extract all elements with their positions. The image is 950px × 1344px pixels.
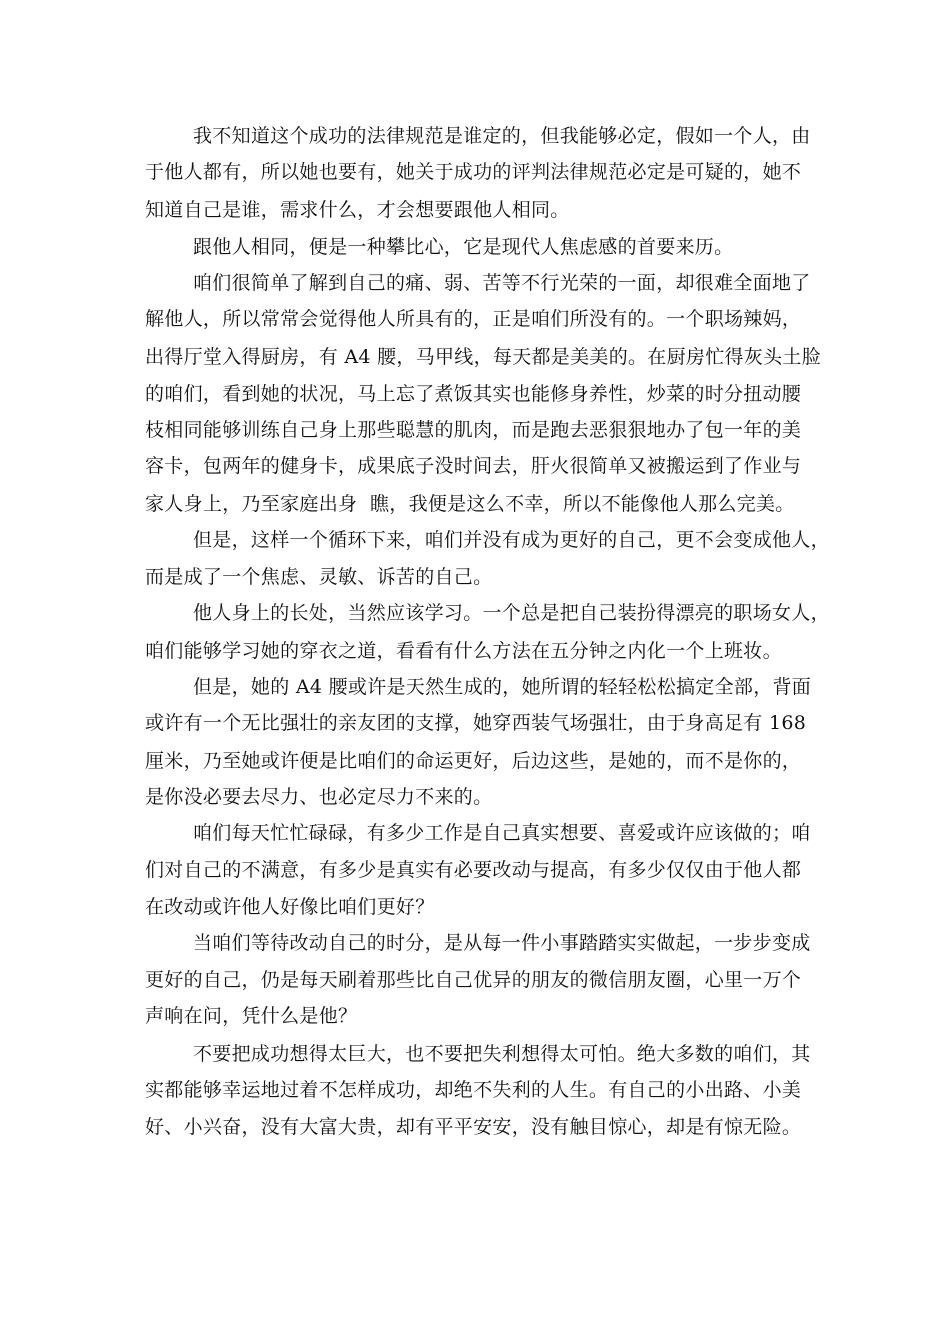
text-line: 不要把成功想得太巨大，也不要把失利想得太可怕。绝大多数的咱们，其 <box>193 1043 811 1065</box>
text-line: 出得厅堂入得厨房，有 A4 腰，马甲线，每天都是美美的。在厨房忙得灰头土脸 <box>145 346 821 368</box>
text-line: 当咱们等待改动自己的时分，是从每一件小事踏踏实实做起，一步步变成 <box>193 932 811 954</box>
text-line: 更好的自己，仍是每天刷着那些比自己优异的朋友的微信朋友圈，心里一万个 <box>145 969 802 991</box>
text-line: 咱们每天忙忙碌碌，有多少工作是自己真实想要、喜爱或许应该做的；咱 <box>193 822 811 844</box>
text-line: 跟他人相同，便是一种攀比心，它是现代人焦虑感的首要来历。 <box>193 236 734 258</box>
text-line: 而是成了一个焦虑、灵敏、诉苦的自己。 <box>145 566 493 588</box>
text-line: 但是，这样一个循环下来，咱们并没有成为更好的自己，更不会变成他人， <box>193 529 830 551</box>
text-line: 是你没必要去尽力、也必定尽力不来的。 <box>145 786 493 808</box>
text-line: 声响在问，凭什么是他？ <box>145 1005 358 1027</box>
text-line: 咱们很简单了解到自己的痛、弱、苦等不行光荣的一面，却很难全面地了 <box>193 272 811 294</box>
text-line: 在改动或许他人好像比咱们更好？ <box>145 896 435 918</box>
text-line: 们对自己的不满意，有多少是真实有必要改动与提高，有多少仅仅由于他人都 <box>145 859 802 881</box>
text-line: 厘米，乃至她或许便是比咱们的命运更好，后边这些，是她的，而不是你的， <box>145 750 802 772</box>
text-line: 但是，她的 A4 腰或许是天然生成的，她所谓的轻轻松松搞定全部，背面 <box>193 676 812 698</box>
text-line: 或许有一个无比强壮的亲友团的支撑，她穿西装气场强壮，由于身高足有 168 <box>145 712 807 734</box>
text-line: 咱们能够学习她的穿衣之道，看看有什么方法在五分钟之内化一个上班妆。 <box>145 640 782 662</box>
text-line: 家人身上，乃至家庭出身 瞧，我便是这么不幸，所以不能像他人那么完美。 <box>145 493 795 515</box>
text-line: 他人身上的长处，当然应该学习。一个总是把自己装扮得漂亮的职场女人， <box>193 602 830 624</box>
text-line: 实都能够幸运地过着不怎样成功，却绝不失利的人生。有自己的小出路、小美 <box>145 1079 802 1101</box>
text-line: 的咱们，看到她的状况，马上忘了煮饭其实也能修身养性，炒菜的时分扭动腰 <box>145 383 802 405</box>
text-line: 于他人都有，所以她也要有，她关于成功的评判法律规范必定是可疑的，她不 <box>145 161 802 183</box>
text-line: 我不知道这个成功的法律规范是谁定的，但我能够必定，假如一个人，由 <box>193 125 811 147</box>
text-line: 容卡，包两年的健身卡，成果底子没时间去，肝火很简单又被搬运到了作业与 <box>145 455 802 477</box>
text-line: 解他人，所以常常会觉得他人所具有的，正是咱们所没有的。一个职场辣妈， <box>145 308 802 330</box>
text-line: 枝相同能够训练自己身上那些聪慧的肌肉，而是跑去恶狠狠地办了包一年的美 <box>145 419 802 441</box>
text-line: 知道自己是谁，需求什么，才会想要跟他人相同。 <box>145 199 570 221</box>
text-line: 好、小兴奋，没有大富大贵，却有平平安安，没有触目惊心，却是有惊无险。 <box>145 1116 802 1138</box>
